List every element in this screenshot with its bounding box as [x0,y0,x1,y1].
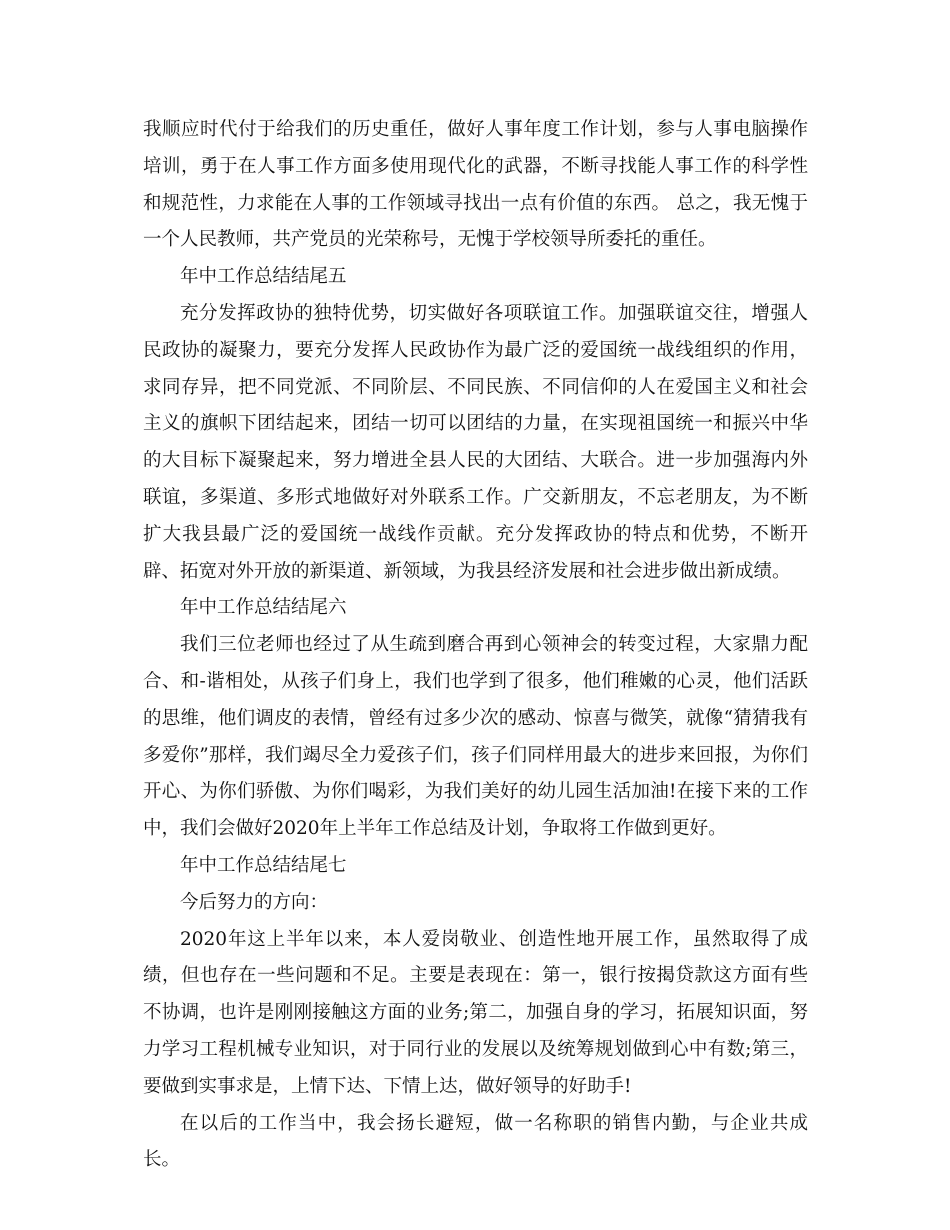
section-heading-7: 年中工作总结结尾七 [180,854,347,876]
paragraph-continuation: 我顺应时代付于给我们的历史重任，做好人事年度工作计划，参与人事电脑操作培训，勇于在人事工作方面多使用现代化的武器，不断寻找能人事工作的科学性和规范性，力求能在人事的工作领域寻找出一点有价值的东西。 总之，我无愧于一个人民教师，共产党员的光荣称号，无愧于学校领导所委托的重任。 [143,119,808,251]
document-body [143,112,808,1179]
paragraph-section-5: 充分发挥政协的独特优势，切实做好各项联谊工作。加强联谊交往，增强人民政协的凝聚力，要充分发挥人民政协作为最广泛的爱国统一战线组织的作用，求同存异，把不同党派、不同阶层、不同民族、不同信仰的人在爱国主义和社会主义的旗帜下团结起来，团结一切可以团结的力量，在实现祖国统一和振兴中华的大目标下凝聚起来，努力增进全县人民的大团结、大联合。进一步加强海内外联谊，多渠道、多形式地做好对外联系工作。广交新朋友，不忘老朋友，为不断扩大我县最广泛的爱国统一战线作贡献。充分发挥政协的特点和优势，不断开辟、拓宽对外开放的新渠道、新领域，为我县经济发展和社会进步做出新成绩。 [143,302,808,582]
section-heading-6: 年中工作总结结尾六 [180,597,347,619]
section-heading-5: 年中工作总结结尾五 [180,266,347,288]
paragraph-section-6: 我们三位老师也经过了从生疏到磨合再到心领神会的转变过程，大家鼎力配合、和-谐相处，从孩子们身上，我们也学到了很多，他们稚嫩的心灵，他们活跃的思维，他们调皮的表情，曾经有过多少次的感动、惊喜与微笑，就像“猜猜我有多爱你”那样，我们竭尽全力爱孩子们，孩子们同样用最大的进步来回报，为你们开心、为你们骄傲、为你们喝彩，为我们美好的幼儿园生活加油!在接下来的工作中，我们会做好2020年上半年工作总结及计划，争取将工作做到更好。 [143,634,808,840]
paragraph-closing: 在以后的工作当中，我会扬长避短，做一名称职的销售内勤，与企业共成长。 [143,1112,808,1171]
paragraph-section-7: 2020年这上半年以来，本人爱岗敬业、创造性地开展工作，虽然取得了成绩，但也存在一些问题和不足。主要是表现在：第一，银行按揭贷款这方面有些不协调，也许是刚刚接触这方面的业务;第二，加强自身的学习，拓展知识面，努力学习工程机械专业知识，对于同行业的发展以及统筹规划做到心中有数;第三，要做到实事求是，上情下达、下情上达，做好领导的好助手! [143,928,808,1097]
paragraph-direction-label: 今后努力的方向： [180,891,329,913]
